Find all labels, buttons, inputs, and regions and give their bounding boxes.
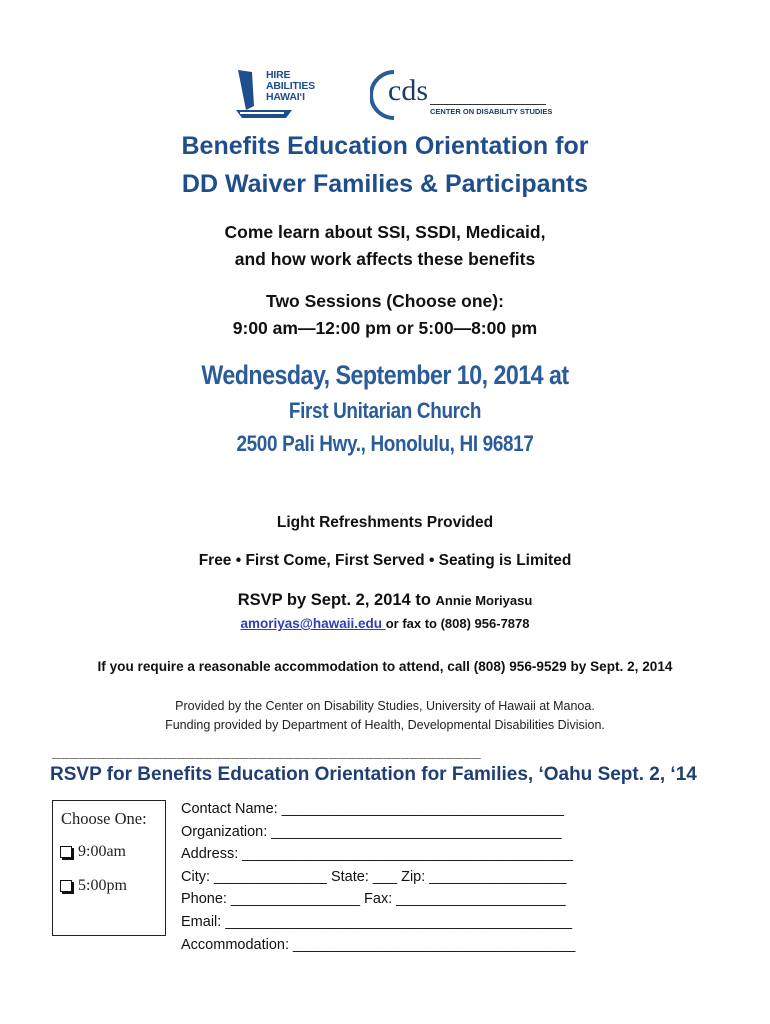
choose-label: Choose One: [61,809,147,828]
cds-logo-mark: cds [388,74,428,107]
admission-note: Free • First Come, First Served • Seating is Limited [198,552,572,569]
hire-logo-text: HIRE [266,69,291,81]
sessions-times: 9:00 am—12:00 pm or 5:00—8:00 pm [232,318,538,338]
cut-divider: ________________________________________________ [52,744,482,761]
rsvp-contact-line [0,615,770,633]
funding-line: Funding provided by Department of Health, Developmental Disabilities Division. [165,718,605,732]
checkbox-icon[interactable] [60,846,72,858]
page-title-line2: DD Waiver Families & Participants [181,170,589,198]
organization-field[interactable]: Organization: ____________________________________ [181,823,562,840]
accommodation-field[interactable]: Accommodation: ___________________________________ [181,936,576,953]
event-address: 2500 Pali Hwy., Honolulu, HI 96817 [236,431,534,456]
checkbox-icon[interactable] [60,880,72,892]
rsvp-line [0,591,770,610]
subtitle: Come learn about SSI, SSDI, Medicaid, [224,222,546,242]
email-field[interactable]: Email: ___________________________________________ [181,913,573,930]
cds-logo-name: CENTER ON DISABILITY STUDIES [430,107,553,116]
rsvp-fax: or fax to (808) 956-7878 [385,616,530,631]
rsvp-form-fields [181,798,575,956]
contact-name-field[interactable]: Contact Name: ___________________________________ [181,801,564,817]
hire-logo-text: ABILITIES [266,80,315,92]
rsvp-form-title: RSVP for Benefits Education Orientation for Families, ‘Oahu Sept. 2, ‘14 [50,764,697,785]
cds-logo [370,68,552,122]
option-label: 5:00pm [78,877,127,894]
sessions-heading: Two Sessions (Choose one): [266,291,504,311]
rsvp-contact-name: Annie Moriyasu [435,593,533,608]
rsvp-email-link[interactable]: amoriyas@hawaii.edu [240,616,386,631]
address-field[interactable]: Address: _________________________________________ [181,846,573,863]
accommodation-note: If you require a reasonable accommodation to attend, call (808) 956-9529 by Sept. 2, 2014 [97,659,673,674]
option-9am[interactable] [60,843,126,861]
session-choice-box [52,800,166,936]
city-state-zip-field[interactable]: City: ______________ State: ___ Zip: _________________ [181,868,567,885]
event-date: Wednesday, September 10, 2014 at [201,360,569,390]
hire-abilities-logo [232,66,344,120]
credit-line: Provided by the Center on Disability Studies, University of Hawaii at Manoa. [175,699,595,713]
hire-logo-text: HAWAI‘I [266,91,305,103]
page-title: Benefits Education Orientation for [181,132,589,160]
refreshments-note: Light Refreshments Provided [276,514,494,531]
option-label: 9:00am [78,843,126,860]
phone-fax-field[interactable]: Phone: ________________ Fax: _____________________ [181,891,566,908]
subtitle-line2: and how work affects these benefits [234,249,536,269]
event-venue: First Unitarian Church [288,398,482,423]
option-5pm[interactable] [60,877,127,895]
rsvp-deadline: RSVP by Sept. 2, 2014 to [237,591,436,609]
